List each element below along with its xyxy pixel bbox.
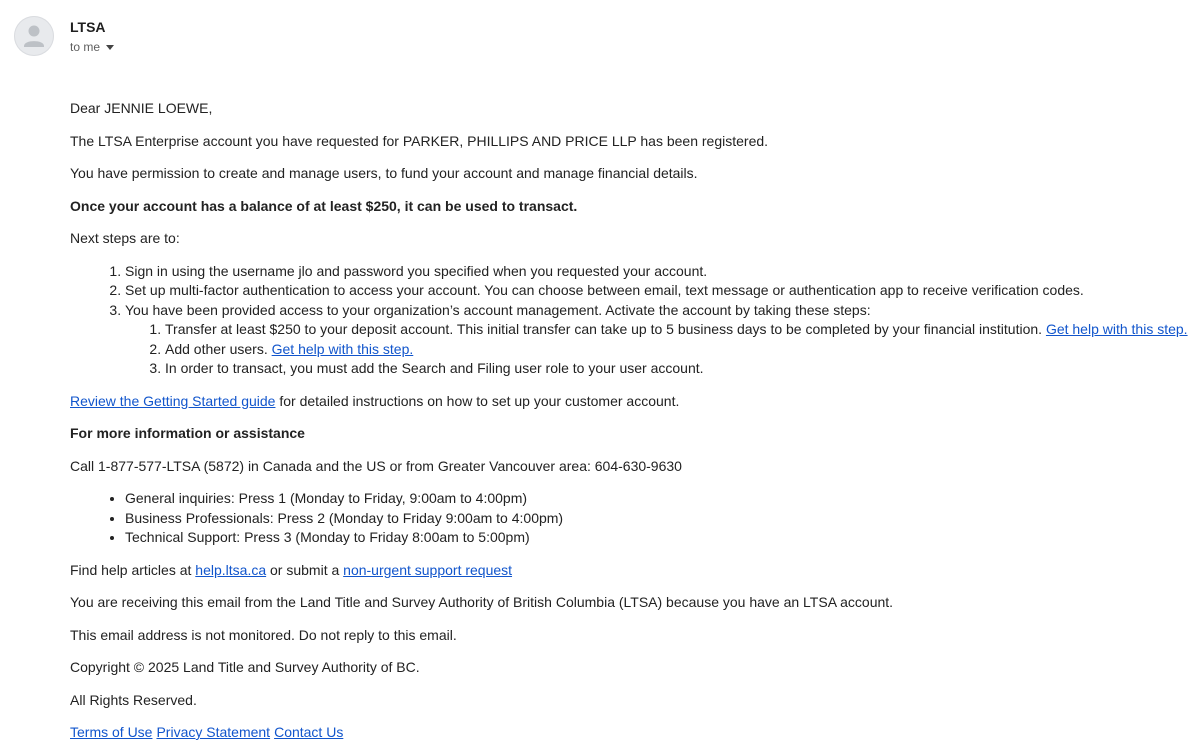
balance-notice: Once your account has a balance of at least $250, it can be used to transact. [70,197,578,214]
email-body [70,99,1188,756]
list-item: • General inquiries: Press 1 (Monday to Friday, 9:00am to 4:00pm) [125,489,1130,509]
rights-reserved: All Rights Reserved. [70,691,197,708]
phone-options-list [70,489,1130,548]
list-item [125,301,1188,379]
chevron-down-icon[interactable] [106,45,114,50]
footer-links [70,723,1130,743]
not-monitored-notice: This email address is not monitored. Do not reply to this email. [70,626,457,643]
next-steps-list [70,262,1188,379]
guide-text: for detailed instructions on how to set up your customer account. [275,392,680,409]
greeting: Dear JENNIE LOEWE, [70,100,213,116]
list-item: 2. Set up multi-factor authentication to access your account. You can choose between email, text message or authentication app to receive verification codes. [125,281,1130,301]
help-paragraph [70,561,1130,581]
contact-us-link[interactable]: Contact Us [274,724,344,740]
person-icon [14,16,54,56]
help-middle: or submit a [266,561,344,578]
guide-paragraph [70,392,1130,412]
help-prefix: Find help articles at [70,561,196,578]
list-item: • Technical Support: Press 3 (Monday to Friday 8:00am to 5:00pm) [125,528,1130,548]
sender-name: LTSA [70,19,106,35]
next-steps-intro: Next steps are to: [70,230,180,246]
list-item: 1. Sign in using the username jlo and password you specified when you requested your account. [125,262,1130,282]
registered-text: The LTSA Enterprise account you have requested for PARKER, PHILLIPS AND PRICE LLP has been registered. [70,132,769,149]
list-item: • Business Professionals: Press 2 (Monday to Friday 9:00am to 4:00pm) [125,509,1130,529]
recipient-label: to me [70,40,101,54]
avatar[interactable] [14,16,54,56]
transfer-help-link[interactable]: Get help with this step. [1045,321,1188,337]
activation-text: You have been provided access to your organization’s account management. Activate the account by taking these steps: [125,301,871,318]
more-info-heading: For more information or assistance [70,425,305,441]
support-request-link[interactable]: non-urgent support request [343,561,513,578]
privacy-statement-link[interactable]: Privacy Statement [156,724,271,740]
add-users-help-link[interactable]: Get help with this step. [271,340,414,357]
list-item: 3. In order to transact, you must add the Search and Filing user role to your user account. [165,359,1130,379]
receiving-notice: You are receiving this email from the Land Title and Survey Authority of British Columbia (LTSA) because you have an LTSA account. [70,594,894,610]
call-line: Call 1-877-577-LTSA (5872) in Canada and the US or from Greater Vancouver area: 604-630-9630 [70,457,682,474]
activation-steps-list [125,320,1188,379]
add-users-text: Add other users. [165,340,272,357]
permission-text: You have permission to create and manage users, to fund your account and manage financial details. [70,165,698,181]
transfer-text: Transfer at least $250 to your deposit account. This initial transfer can take up to 5 business days to be completed by your financial institution. [165,321,1046,337]
recipient-line [70,40,114,54]
terms-of-use-link[interactable]: Terms of Use [70,724,153,740]
list-item [165,340,1130,360]
list-item [165,320,1188,340]
help-site-link[interactable]: help.ltsa.ca [195,561,267,578]
getting-started-guide-link[interactable]: Review the Getting Started guide [70,392,276,409]
copyright: Copyright © 2025 Land Title and Survey Authority of BC. [70,659,420,675]
